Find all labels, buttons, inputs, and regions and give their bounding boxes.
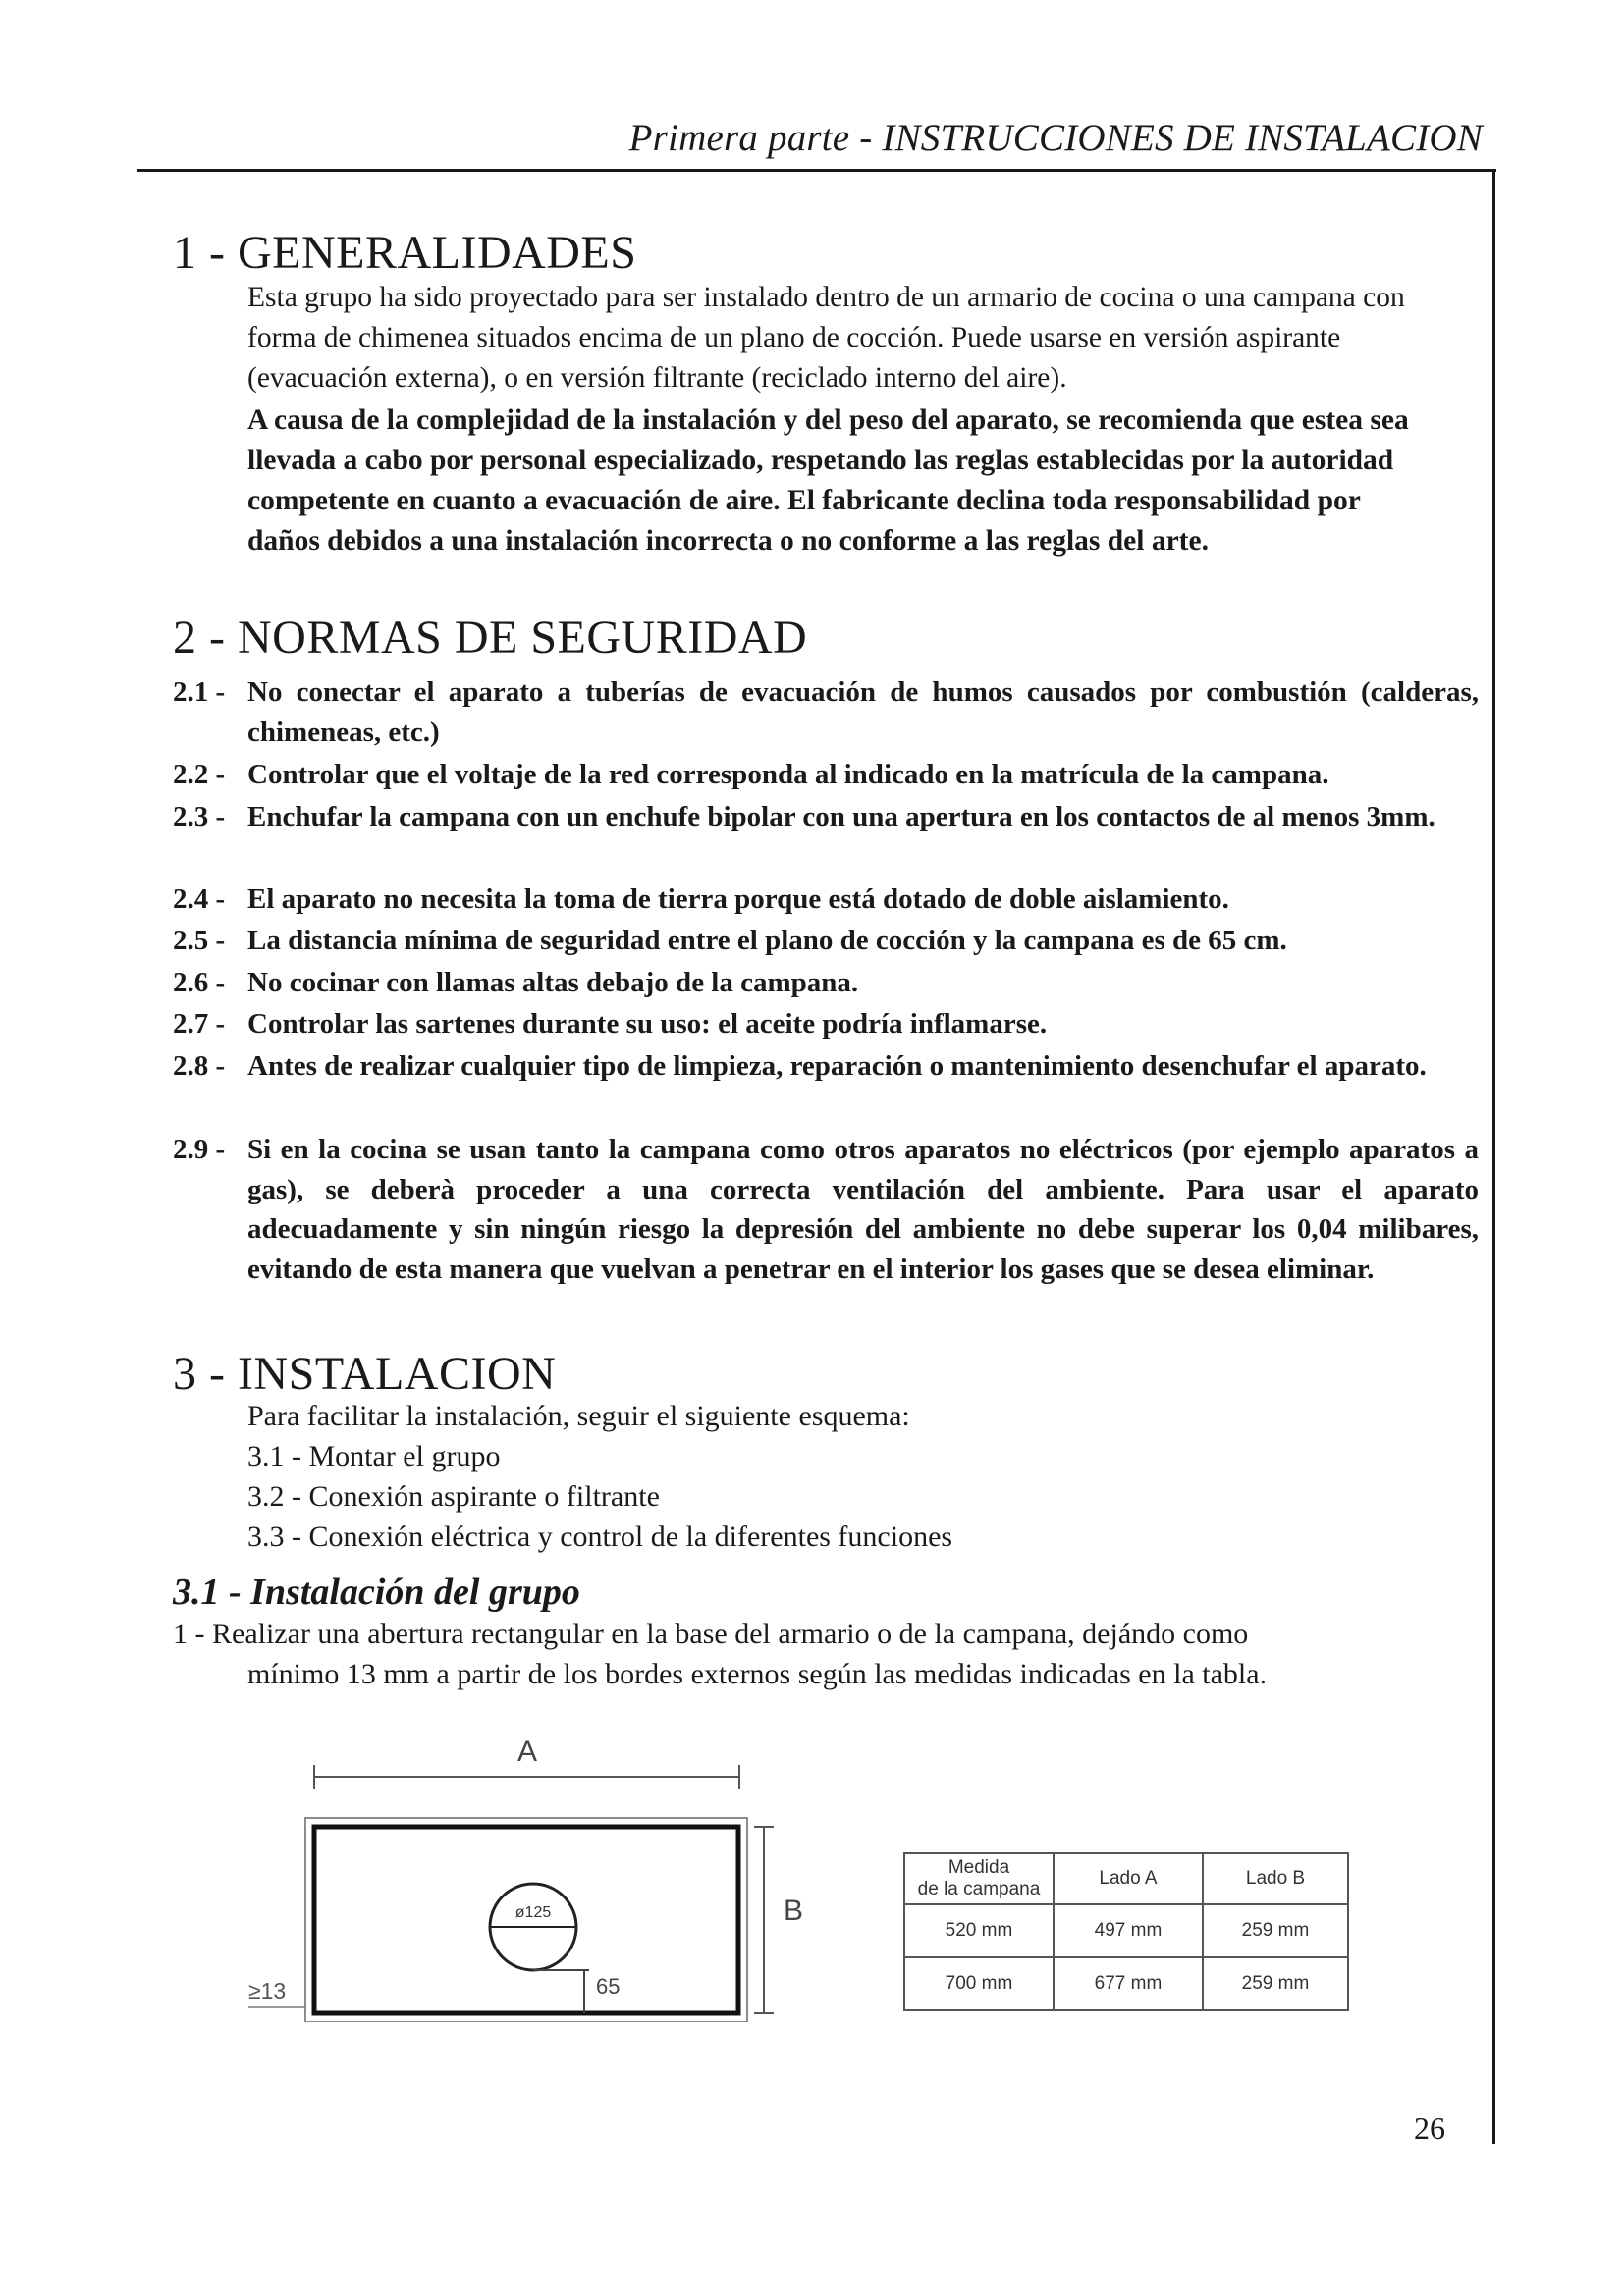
- item-text: Antes de realizar cualquier tipo de limpieza, reparación o mantenimiento desenchufar el aparato.: [247, 1050, 1427, 1082]
- running-header: Primera parte - INSTRUCCIONES DE INSTALACION: [628, 117, 1483, 159]
- item-number: 2.9 -: [173, 1134, 226, 1165]
- item-text: La distancia mínima de seguridad entre el plano de cocción y la campana es de 65 cm.: [247, 925, 1287, 956]
- section-3-intro: Para facilitar la instalación, seguir el siguiente esquema:: [247, 1400, 910, 1432]
- item-text: Si en la cocina se usan tanto la campana como otros aparatos no eléctricos (por ejemplo aparatos a gas), se deberà proceder a una correcta ventilación del ambiente. Para usar el aparato adecuadamente y sin ningún riesgo la depresión del ambiente no debe superar los 0,04 milibares, evitando de esta manera que vuelvan a penetrar en el interior los gases que se desea eliminar.: [247, 1134, 1479, 1285]
- item-number: 2.4 -: [173, 883, 226, 915]
- header-lado-a: Lado A: [1054, 1853, 1203, 1904]
- item-text: No cocinar con llamas altas debajo de la campana.: [247, 967, 859, 998]
- safety-item-2-9: [173, 1130, 1479, 1289]
- section-1-paragraph-1: Esta grupo ha sido proyectado para ser instalado dentro de un armario de cocina o una campana con forma de chimenea situados encima de un plano de cocción. Puede usarse en versión aspirante (evacuación externa), o en versión filtrante (reciclado interno del aire).: [247, 282, 1405, 394]
- step-text-line-2: mínimo 13 mm a partir de los bordes externos según las medidas indicadas en la tabla.: [247, 1658, 1268, 1690]
- cell-lado-a: 677 mm: [1054, 1957, 1203, 2010]
- item-number: 2.7 -: [173, 1008, 226, 1040]
- section-3-title: INSTALACION: [237, 1348, 557, 1400]
- cell-lado-b: 259 mm: [1203, 1904, 1348, 1957]
- header-lado-b: Lado B: [1203, 1853, 1348, 1904]
- section-3-number: 3 -: [173, 1348, 226, 1400]
- safety-item-2-8: [173, 1046, 1479, 1087]
- subsection-3-1-step-1: [173, 1614, 1449, 1694]
- safety-item-2-7: [173, 1004, 1479, 1044]
- item-number: 2.8 -: [173, 1050, 226, 1082]
- table-row: [904, 1904, 1348, 1957]
- item-number: 2.6 -: [173, 967, 226, 998]
- opening-diagram: [241, 1737, 810, 2022]
- install-step-3-2: 3.2 - Conexión aspirante o filtrante: [247, 1480, 660, 1513]
- section-3-heading: [173, 1347, 556, 1401]
- table-row: [904, 1957, 1348, 2010]
- item-number: 2.1 -: [173, 676, 226, 708]
- dim-b-label: B: [784, 1895, 804, 1927]
- install-step-3-1: 3.1 - Montar el grupo: [247, 1440, 501, 1472]
- safety-item-2-6: [173, 963, 1479, 1003]
- step-number: 1 -: [173, 1618, 205, 1650]
- header-rule: [137, 169, 1496, 172]
- item-text: El aparato no necesita la toma de tierra porque está dotado de doble aislamiento.: [247, 883, 1229, 915]
- cell-medida: 700 mm: [904, 1957, 1054, 2010]
- section-1-title: GENERALIDADES: [237, 227, 637, 279]
- item-text: Controlar que el voltaje de la red corresponda al indicado en la matrícula de la campana.: [247, 759, 1329, 790]
- section-1-heading: [173, 226, 636, 280]
- safety-item-2-4: [173, 880, 1479, 920]
- cell-lado-b: 259 mm: [1203, 1957, 1348, 2010]
- header-medida-line-2: de la campana: [917, 1879, 1041, 1899]
- section-2-title: NORMAS DE SEGURIDAD: [237, 612, 808, 664]
- step-text-line-1: Realizar una abertura rectangular en la base del armario o de la campana, dejándo como: [212, 1618, 1249, 1650]
- offset-label: 65: [596, 1974, 621, 1999]
- install-step-3-3: 3.3 - Conexión eléctrica y control de la diferentes funciones: [247, 1521, 953, 1553]
- item-number: 2.3 -: [173, 801, 226, 832]
- section-1-paragraph-2: A causa de la complejidad de la instalación y del peso del aparato, se recomienda que estea sea llevada a cabo por personal especializado, respetando las reglas establecidas por la autoridad competente en cuanto a evacuación de aire. El fabricante declina toda responsabilidad por daños debidos a una instalación incorrecta o no conforme a las reglas del arte.: [247, 404, 1409, 557]
- margin-rule: [1492, 169, 1495, 2144]
- item-text: Controlar las sartenes durante su uso: el aceite podría inflamarse.: [247, 1008, 1048, 1040]
- table-header-row: [904, 1853, 1348, 1904]
- subsection-3-1-heading: 3.1 - Instalación del grupo: [173, 1572, 580, 1613]
- header-medida: [904, 1853, 1054, 1904]
- cell-medida: 520 mm: [904, 1904, 1054, 1957]
- duct-diameter-label: ø125: [514, 1904, 552, 1921]
- safety-item-2-2: [173, 755, 1479, 795]
- safety-item-2-1: [173, 672, 1479, 752]
- header-medida-line-1: Medida: [947, 1857, 1010, 1878]
- cell-lado-a: 497 mm: [1054, 1904, 1203, 1957]
- section-2-heading: [173, 611, 807, 665]
- item-number: 2.2 -: [173, 759, 226, 790]
- dim-a-label: A: [516, 1737, 538, 1768]
- dimensions-table: [903, 1852, 1349, 2011]
- item-text: Enchufar la campana con un enchufe bipolar con una apertura en los contactos de al menos 3mm.: [247, 801, 1435, 832]
- page-number: 26: [1414, 2110, 1445, 2146]
- item-number: 2.5 -: [173, 925, 226, 956]
- safety-item-2-5: [173, 921, 1479, 961]
- safety-item-2-3: [173, 797, 1479, 837]
- section-1-number: 1 -: [173, 227, 226, 279]
- section-2-number: 2 -: [173, 612, 226, 664]
- margin-label: ≥13: [248, 1978, 287, 2003]
- item-text: No conectar el aparato a tuberías de evacuación de humos causados por combustión (calderas, chimeneas, etc.): [247, 676, 1479, 748]
